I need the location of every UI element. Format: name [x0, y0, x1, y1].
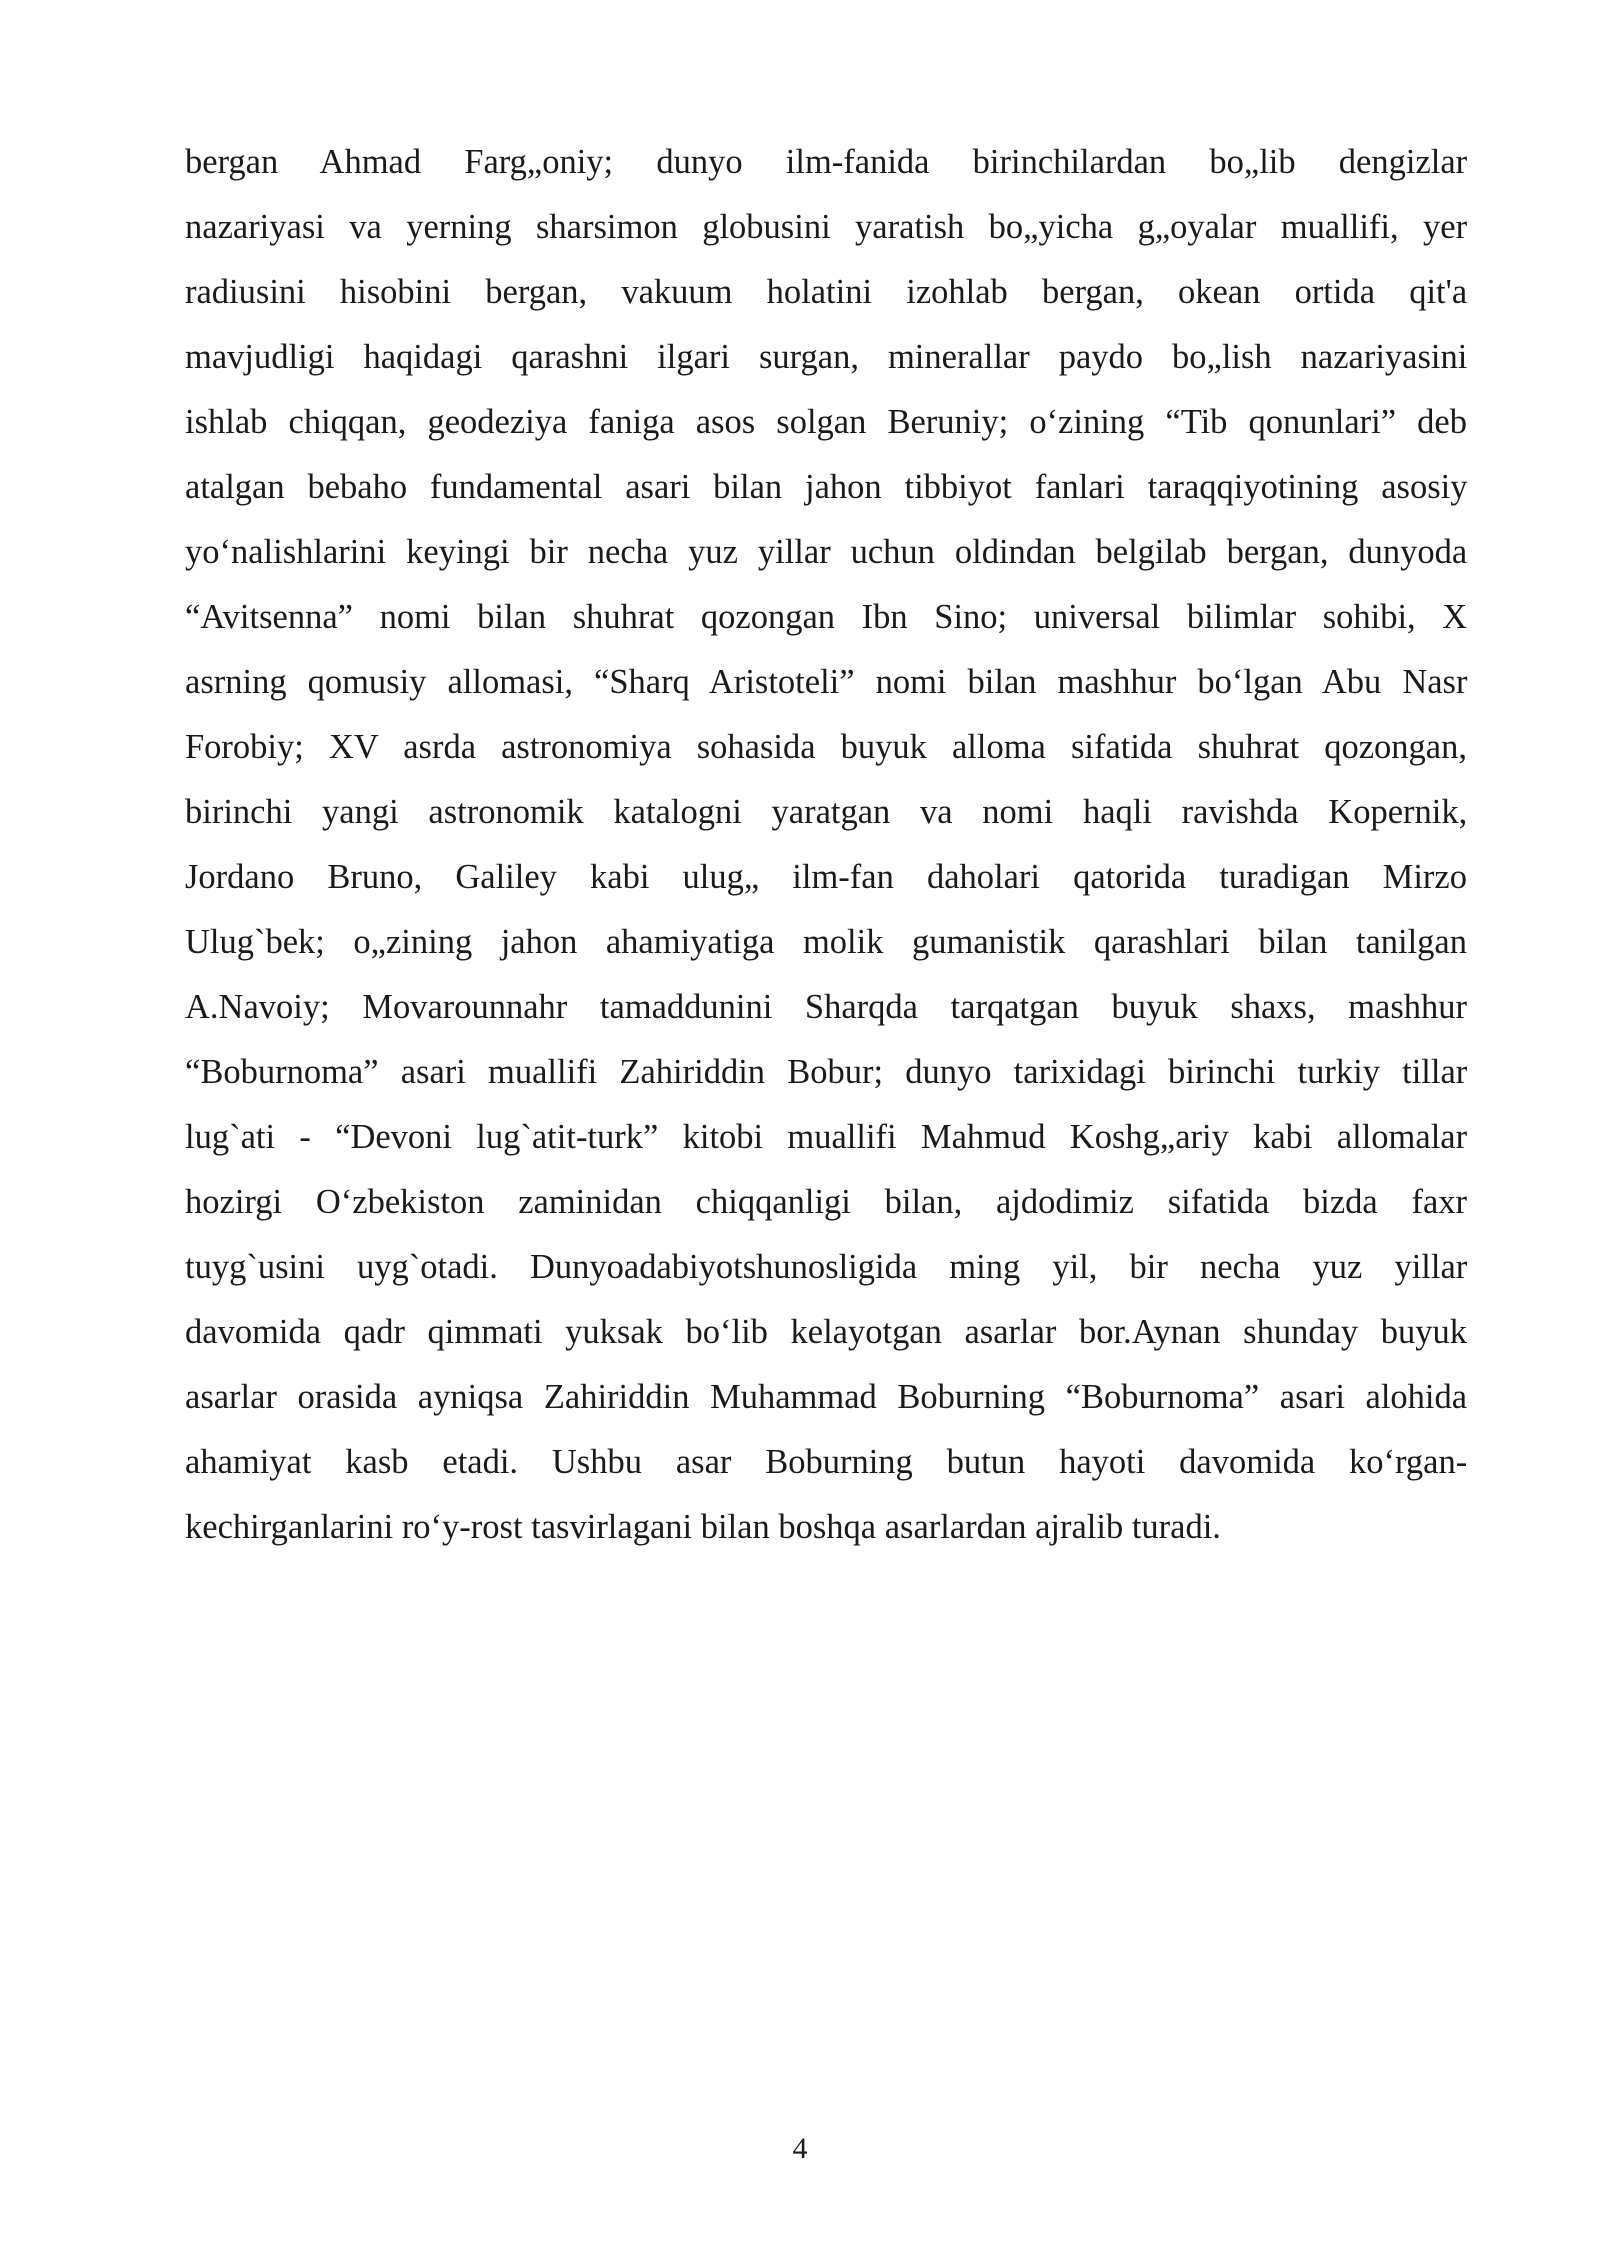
paragraph-line: yo‘nalishlarini keyingi bir necha yuz yillar uchun oldindan belgilab bergan, dunyoda [185, 533, 1468, 571]
paragraph-line: Ulug`bek; o„zining jahon ahamiyatiga molik gumanistik qarashlari bilan tanilgan [185, 923, 1467, 961]
paragraph-line: A.Navoiy; Movarounnahr tamaddunini Sharqda tarqatgan buyuk shaxs, mashhur [185, 988, 1467, 1026]
paragraph-line: Jordano Bruno, Galiley kabi ulug„ ilm-fan daholari qatorida turadigan Mirzo [185, 858, 1467, 896]
paragraph-line: nazariyasi va yerning sharsimon globusini yaratish bo„yicha g„oyalar muallifi, yer [185, 208, 1468, 246]
page-number: 4 [792, 2132, 808, 2165]
paragraph-line: tuyg`usini uyg`otadi. Dunyoadabiyotshunosligida ming yil, bir necha yuz yillar [185, 1248, 1468, 1286]
paragraph-line: asrning qomusiy allomasi, “Sharq Aristoteli” nomi bilan mashhur bo‘lgan Abu Nasr [185, 663, 1468, 701]
paragraph-line: Forobiy; XV asrda astronomiya sohasida buyuk alloma sifatida shuhrat qozongan, [185, 728, 1467, 766]
paragraph-line: mavjudligi haqidagi qarashni ilgari surgan, minerallar paydo bo„lish nazariyasini [185, 338, 1468, 376]
paragraph-line: “Avitsenna” nomi bilan shuhrat qozongan Ibn Sino; universal bilimlar sohibi, X [185, 598, 1468, 636]
paragraph-line: birinchi yangi astronomik katalogni yaratgan va nomi haqli ravishda Kopernik, [185, 793, 1468, 831]
paragraph-line: atalgan bebaho fundamental asari bilan jahon tibbiyot fanlari taraqqiyotining asosiy [185, 468, 1468, 506]
paragraph-line: ishlab chiqqan, geodeziya faniga asos solgan Beruniy; o‘zining “Tib qonunlari” deb [185, 403, 1467, 441]
paragraph-line-last: kechirganlarini ro‘y-rost tasvirlagani bilan boshqa asarlardan ajralib turadi. [185, 1508, 1221, 1546]
paragraph-line: asarlar orasida ayniqsa Zahiriddin Muhammad Boburning “Boburnoma” asari alohida [185, 1378, 1468, 1416]
paragraph-line: radiusini hisobini bergan, vakuum holatini izohlab bergan, okean ortida qit'a [185, 273, 1468, 311]
paragraph-line: ahamiyat kasb etadi. Ushbu asar Boburning butun hayoti davomida ko‘rgan- [185, 1443, 1468, 1481]
paragraph-line: davomida qadr qimmati yuksak bo‘lib kelayotgan asarlar bor.Aynan shunday buyuk [185, 1313, 1467, 1351]
paragraph-line: lug`ati - “Devoni lug`atit-turk” kitobi muallifi Mahmud Koshg„ariy kabi allomalar [185, 1118, 1468, 1156]
paragraph-line: hozirgi O‘zbekiston zaminidan chiqqanligi bilan, ajdodimiz sifatida bizda faxr [185, 1183, 1468, 1221]
paragraph-line: bergan Ahmad Farg„oniy; dunyo ilm-fanida birinchilardan bo„lib dengizlar [185, 143, 1468, 181]
body-paragraph [185, 130, 1467, 1560]
paragraph-line: “Boburnoma” asari muallifi Zahiriddin Bobur; dunyo tarixidagi birinchi turkiy tillar [185, 1053, 1468, 1091]
